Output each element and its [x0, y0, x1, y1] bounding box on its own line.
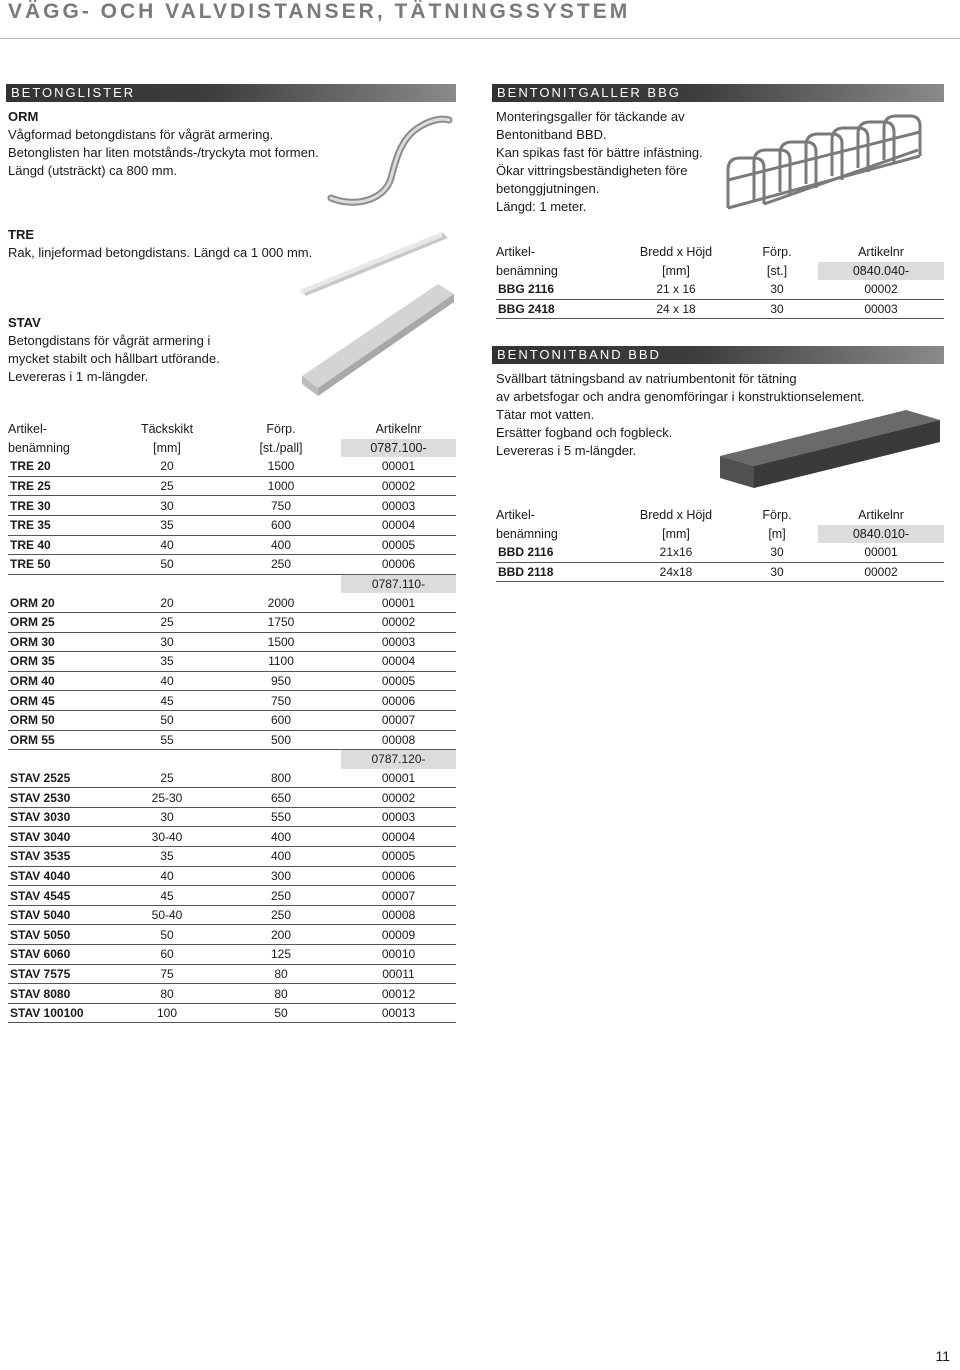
table-row: [8, 905, 456, 925]
bbd-line: Ersätter fogband och fogbleck.: [496, 425, 673, 440]
table-cell: 30: [736, 543, 818, 562]
table-cell: ORM 40: [8, 671, 113, 691]
betonglister-table: [8, 420, 456, 1023]
table-row: [496, 543, 944, 562]
table-cell: 800: [221, 769, 341, 788]
stav-title: STAV: [8, 315, 41, 330]
table-cell: 00012: [341, 984, 456, 1004]
table-cell: 25: [113, 769, 221, 788]
table-cell: 2000: [221, 593, 341, 612]
table-cell: 1000: [221, 476, 341, 496]
table-row: [8, 496, 456, 516]
table-cell: 80: [221, 984, 341, 1004]
table-row: [496, 299, 944, 319]
table-cell: 24x18: [616, 562, 736, 582]
table-cell: 40: [113, 671, 221, 691]
table-cell: STAV 8080: [8, 984, 113, 1004]
table-row: [8, 807, 456, 827]
table-cell: 1100: [221, 652, 341, 672]
bbg-line: Monteringsgaller för täckande av: [496, 109, 685, 124]
bbd-line: av arbetsfogar och andra genomföringar i konstruktionselement.: [496, 389, 865, 404]
table-cell: 30: [113, 496, 221, 516]
table-row: [8, 827, 456, 847]
table-cell: 45: [113, 886, 221, 906]
table-cell: 00006: [341, 691, 456, 711]
orm-line: Betonglisten har liten motstånds-/tryckyta mot formen.: [8, 145, 319, 160]
table-cell: 500: [221, 730, 341, 750]
table-cell: STAV 100100: [8, 1003, 113, 1023]
table-cell: 30: [736, 299, 818, 319]
bbg-line: Bentonitband BBD.: [496, 127, 607, 142]
table-cell: 50: [113, 925, 221, 945]
table-cell: 50: [221, 1003, 341, 1023]
table-cell: 45: [113, 691, 221, 711]
table-cell: 00004: [341, 652, 456, 672]
bbg-table-body: [496, 280, 944, 319]
table-cell: ORM 35: [8, 652, 113, 672]
orm-line: Längd (utsträckt) ca 800 mm.: [8, 163, 178, 178]
table-cell: 00009: [341, 925, 456, 945]
col-header: Artikelnr: [858, 508, 904, 523]
table-cell: 35: [113, 847, 221, 867]
table-row: [8, 515, 456, 535]
table-row: [8, 866, 456, 886]
bbd-table-body: [496, 543, 944, 582]
bbg-description: [496, 108, 736, 216]
table-cell: 20: [113, 593, 221, 612]
table-cell: TRE 25: [8, 476, 113, 496]
table-cell: 35: [113, 652, 221, 672]
table-cell: 21x16: [616, 543, 736, 562]
table-cell: BBD 2118: [496, 562, 616, 582]
table-cell: 00013: [341, 1003, 456, 1023]
table-cell: 00002: [341, 476, 456, 496]
table-cell: 60: [113, 945, 221, 965]
table-cell: BBD 2116: [496, 543, 616, 562]
col-header: Bredd x Höjd: [639, 245, 713, 260]
col-header: [mm]: [662, 526, 690, 541]
table-cell: TRE 40: [8, 535, 113, 555]
col-header: [st.]: [766, 263, 788, 278]
orm-description: [8, 108, 328, 180]
table-cell: STAV 2525: [8, 769, 113, 788]
table-cell: 00011: [341, 964, 456, 984]
table-row: [8, 769, 456, 788]
col-header: [mm]: [153, 440, 181, 455]
table-cell: 400: [221, 847, 341, 867]
table-cell: 75: [113, 964, 221, 984]
table-row: [8, 652, 456, 672]
page-number: 11: [935, 1348, 950, 1364]
table-cell: 00004: [341, 515, 456, 535]
col-header: Artikelnr: [375, 422, 422, 437]
table-cell: ORM 20: [8, 593, 113, 612]
table-cell: 30: [113, 632, 221, 652]
col-header: Artikel-: [8, 422, 47, 437]
table-cell: BBG 2418: [496, 299, 616, 319]
article-prefix: 0840.010-: [818, 525, 944, 544]
table-cell: 50-40: [113, 905, 221, 925]
table-cell: ORM 55: [8, 730, 113, 750]
table-cell: 00001: [341, 457, 456, 476]
col-header: benämning: [8, 440, 70, 455]
table-cell: 300: [221, 866, 341, 886]
table-cell: 25-30: [113, 788, 221, 808]
table-cell: 750: [221, 496, 341, 516]
table-row: [8, 710, 456, 730]
orm-title: ORM: [8, 109, 39, 124]
table-row: [8, 632, 456, 652]
tre-line: Rak, linjeformad betongdistans. Längd ca 1 000 mm.: [8, 245, 313, 260]
table-cell: 20: [113, 457, 221, 476]
table-cell: 00010: [341, 945, 456, 965]
table-cell: STAV 2530: [8, 788, 113, 808]
table-row: [8, 925, 456, 945]
table-cell: 00005: [341, 535, 456, 555]
table-cell: 400: [221, 535, 341, 555]
table-cell: ORM 50: [8, 710, 113, 730]
table-cell: STAV 6060: [8, 945, 113, 965]
table-cell: 00003: [341, 496, 456, 516]
table-cell: 00006: [341, 866, 456, 886]
table-cell: 400: [221, 827, 341, 847]
table-cell: 250: [221, 905, 341, 925]
table-cell: TRE 35: [8, 515, 113, 535]
table-cell: 00002: [818, 562, 944, 582]
table-cell: 80: [221, 964, 341, 984]
col-header: [st./pall]: [259, 440, 303, 455]
orm-line: Vågformad betongdistans för vågrät armering.: [8, 127, 274, 142]
table-cell: STAV 3030: [8, 807, 113, 827]
table-row: [8, 476, 456, 496]
table-cell: 00008: [341, 730, 456, 750]
table-row: [8, 593, 456, 612]
table-cell: 00003: [818, 299, 944, 319]
table-cell: 00004: [341, 827, 456, 847]
table-cell: 550: [221, 807, 341, 827]
bbg-line: betonggjutningen.: [496, 181, 600, 196]
table-cell: 1500: [221, 632, 341, 652]
table-cell: 750: [221, 691, 341, 711]
bbd-line: Tätar mot vatten.: [496, 407, 595, 422]
table-cell: ORM 30: [8, 632, 113, 652]
table-row: [8, 535, 456, 555]
col-header: Artikelnr: [858, 245, 904, 260]
table-row: [8, 788, 456, 808]
table-cell: 250: [221, 886, 341, 906]
table-cell: 125: [221, 945, 341, 965]
title-divider: [0, 38, 960, 39]
table-cell: 1750: [221, 612, 341, 632]
table-cell: 00007: [341, 886, 456, 906]
col-header: Förp.: [762, 245, 792, 260]
article-prefix-row: [8, 574, 456, 593]
col-header: [m]: [768, 526, 786, 541]
table-cell: 25: [113, 476, 221, 496]
table-cell: STAV 5040: [8, 905, 113, 925]
table-cell: 00001: [341, 593, 456, 612]
table-cell: 600: [221, 515, 341, 535]
table-cell: 55: [113, 730, 221, 750]
table-cell: 50: [113, 710, 221, 730]
table-row: [8, 964, 456, 984]
page-title: VÄGG- OCH VALVDISTANSER, TÄTNINGSSYSTEM: [8, 0, 631, 23]
article-prefix-row: [8, 750, 456, 769]
table-cell: 1500: [221, 457, 341, 476]
col-header: Täckskikt: [140, 422, 194, 437]
table-cell: 600: [221, 710, 341, 730]
bbg-line: Kan spikas fast för bättre infästning.: [496, 145, 703, 160]
table-cell: STAV 3535: [8, 847, 113, 867]
table-cell: 35: [113, 515, 221, 535]
table-row: [8, 945, 456, 965]
table-cell: 50: [113, 555, 221, 575]
table-cell: 30: [113, 807, 221, 827]
table-row: [8, 984, 456, 1004]
article-prefix: 0840.040-: [818, 262, 944, 281]
table-row: [496, 280, 944, 299]
table-cell: TRE 50: [8, 555, 113, 575]
col-header: Förp.: [762, 508, 792, 523]
table-cell: 21 x 16: [616, 280, 736, 299]
table-cell: ORM 25: [8, 612, 113, 632]
table-cell: 80: [113, 984, 221, 1004]
col-header: Bredd x Höjd: [639, 508, 713, 523]
article-prefix: 0787.110-: [341, 574, 456, 593]
table-cell: STAV 5050: [8, 925, 113, 945]
table-cell: STAV 4040: [8, 866, 113, 886]
bbd-table: [496, 506, 944, 582]
table-cell: 100: [113, 1003, 221, 1023]
table-cell: 40: [113, 866, 221, 886]
col-header: benämning: [496, 526, 558, 541]
table-cell: 25: [113, 612, 221, 632]
tre-description: [8, 226, 328, 262]
table-row: [8, 671, 456, 691]
table-cell: 00005: [341, 671, 456, 691]
table-cell: 30: [736, 280, 818, 299]
table-cell: 24 x 18: [616, 299, 736, 319]
table-row: [8, 886, 456, 906]
table-cell: STAV 7575: [8, 964, 113, 984]
table-cell: 00003: [341, 807, 456, 827]
table-cell: 00006: [341, 555, 456, 575]
bbd-heading: BENTONITBAND BBD: [492, 346, 944, 364]
table-cell: 30: [736, 562, 818, 582]
table-row: [8, 847, 456, 867]
table-row: [8, 1003, 456, 1023]
orm-strip-image: [325, 108, 455, 218]
stav-line: Levereras i 1 m-längder.: [8, 369, 149, 384]
table-cell: 00002: [341, 788, 456, 808]
table-row: [496, 562, 944, 582]
bbg-heading: BENTONITGALLER BBG: [492, 84, 944, 102]
table-cell: 00002: [341, 612, 456, 632]
table-cell: 40: [113, 535, 221, 555]
stav-bar-image: [300, 280, 456, 400]
bbg-line: Längd: 1 meter.: [496, 199, 587, 214]
col-header: benämning: [496, 263, 558, 278]
article-prefix: 0787.100-: [341, 439, 456, 458]
col-header: Artikel-: [496, 508, 535, 523]
table-cell: 00001: [818, 543, 944, 562]
tre-title: TRE: [8, 227, 34, 242]
table-cell: 30-40: [113, 827, 221, 847]
table-cell: 950: [221, 671, 341, 691]
stav-line: mycket stabilt och hållbart utförande.: [8, 351, 220, 366]
table-cell: 650: [221, 788, 341, 808]
betonglister-table-body: [8, 457, 456, 1023]
table-cell: ORM 45: [8, 691, 113, 711]
bbg-table: [496, 243, 944, 319]
table-row: [8, 555, 456, 575]
table-row: [8, 612, 456, 632]
table-cell: 00005: [341, 847, 456, 867]
table-cell: 00008: [341, 905, 456, 925]
table-cell: TRE 20: [8, 457, 113, 476]
table-cell: 00007: [341, 710, 456, 730]
stav-line: Betongdistans för vågrät armering i: [8, 333, 211, 348]
table-cell: 00003: [341, 632, 456, 652]
col-header: Artikel-: [496, 245, 535, 260]
table-row: [8, 691, 456, 711]
table-cell: TRE 30: [8, 496, 113, 516]
betonglister-heading: BETONGLISTER: [6, 84, 456, 102]
table-cell: BBG 2116: [496, 280, 616, 299]
stav-description: [8, 314, 328, 386]
table-cell: 00002: [818, 280, 944, 299]
bbd-band-image: [716, 404, 944, 490]
table-row: [8, 730, 456, 750]
col-header: [mm]: [662, 263, 690, 278]
article-prefix: 0787.120-: [341, 750, 456, 769]
table-cell: 250: [221, 555, 341, 575]
table-cell: STAV 3040: [8, 827, 113, 847]
table-cell: 00001: [341, 769, 456, 788]
bbd-line: Levereras i 5 m-längder.: [496, 443, 637, 458]
bbg-mesh-image: [718, 110, 944, 220]
bbg-line: Ökar vittringsbeständigheten före: [496, 163, 688, 178]
bbd-line: Svällbart tätningsband av natriumbentonit för tätning: [496, 371, 797, 386]
table-cell: 200: [221, 925, 341, 945]
table-cell: STAV 4545: [8, 886, 113, 906]
col-header: Förp.: [266, 422, 296, 437]
table-row: [8, 457, 456, 476]
